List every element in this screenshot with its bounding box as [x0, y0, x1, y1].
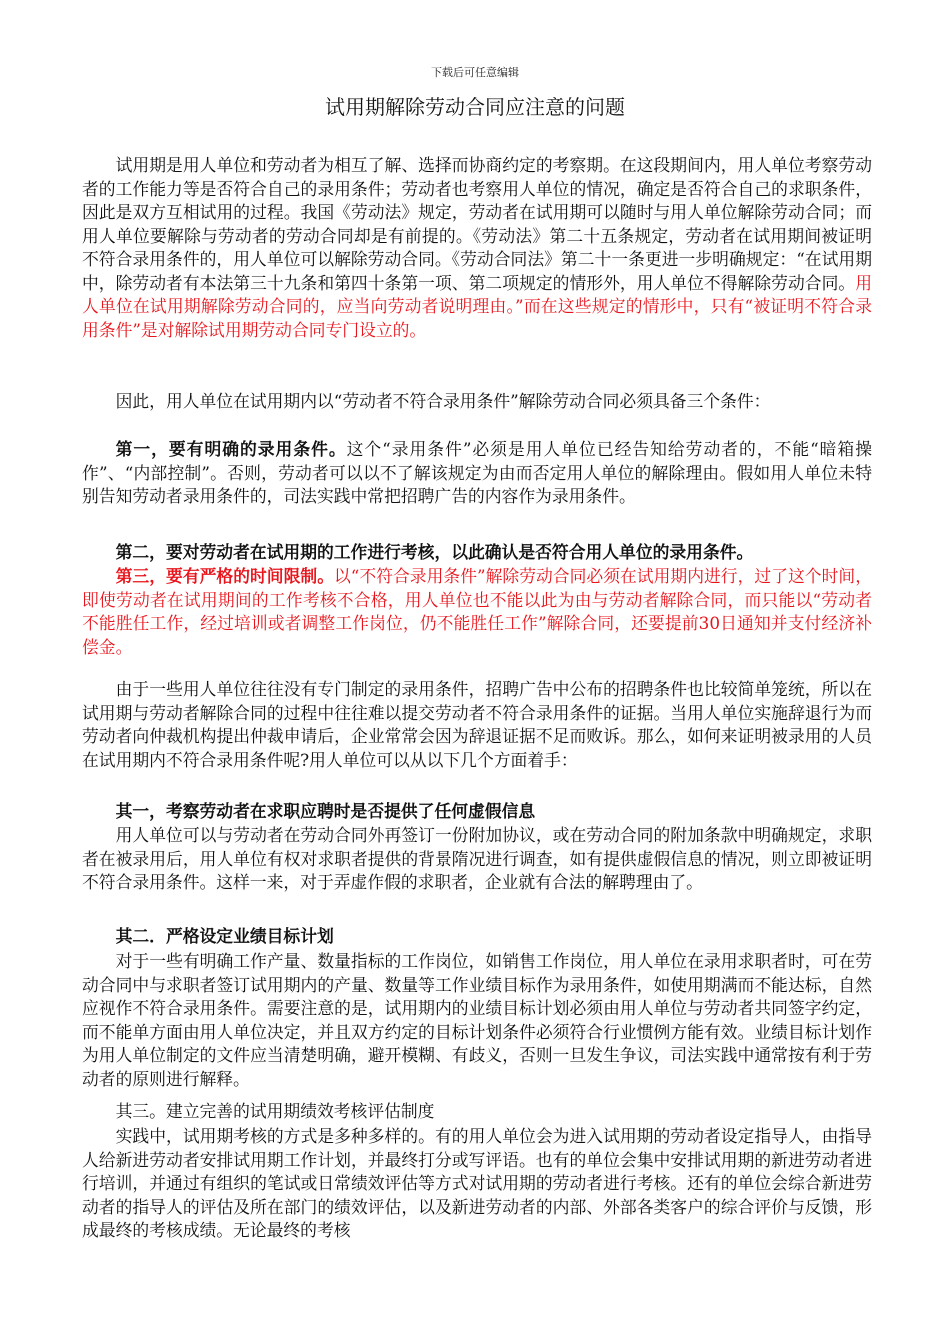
- paragraph-section-two: 对于一些有明确工作产量、数量指标的工作岗位，如销售工作岗位，用人单位在录用求职者时，可在劳动合同中与求职者签订试用期内的产量、数量等工作业绩目标作为录用条件，如使用期满而不能达标，自然应视作不符合录用条件。需要注意的是，试用期内的业绩目标计划必须由用人单位与劳动者共同签字约定，而不能单方面由用人单位决定，并且双方约定的目标计划条件必须符合行业惯例方能有效。业绩目标计划作为用人单位制定的文件应当清楚明确，避开模糊、有歧义，否则一旦发生争议，司法实践中通常按有利于劳动者的原则进行解释。: [82, 951, 872, 1089]
- paragraph-condition-two: 第二，要对劳动者在试用期的工作进行考核，以此确认是否符合用人单位的录用条件。: [115, 542, 754, 562]
- paragraph-condition-one: [82, 438, 872, 509]
- paragraph-intro: [82, 154, 872, 342]
- section-heading-one: 其一，考察劳动者在求职应聘时是否提供了任何虚假信息: [115, 801, 536, 821]
- section-heading-three: 其三。建立完善的试用期绩效考核评估制度: [115, 1101, 435, 1121]
- condition-three-text: 以“不符合录用条件”解除劳动合同必须在试用期内进行，过了这个时间，即使劳动者在试用期间的工作考核不合格，用人单位也不能以此为由与劳动者解除合同，而只能以“劳动者不能胜任工作，经过培训或者调整工作岗位，仍不能胜任工作”解除合同，还要提前30日通知并支付经济补偿金。: [82, 566, 872, 657]
- condition-three-heading: 第三，要有严格的时间限制。: [115, 566, 334, 586]
- paragraph-section-one: 用人单位可以与劳动者在劳动合同外再签订一份附加协议，或在劳动合同的附加条款中明确规定，求职者在被录用后，用人单位有权对求职者提供的背景隋况进行调查，如有提供虚假信息的情况，则立即被证明不符合录用条件。这样一来，对于弄虚作假的求职者，企业就有合法的解聘理由了。: [82, 825, 872, 892]
- paragraph-three-conditions: 因此，用人单位在试用期内以“劳动者不符合录用条件”解除劳动合同必须具备三个条件：: [115, 391, 771, 411]
- header-note: 下载后可任意编辑: [431, 66, 519, 79]
- paragraph-evidence-problem: 由于一些用人单位往往没有专门制定的录用条件，招聘广告中公布的招聘条件也比较简单笼统，所以在试用期与劳动者解除合同的过程中往往难以提交劳动者不符合录用条件的证据。当用人单位实施辞退行为而劳动者向仲裁机构提出仲裁申请后，企业常常会因为辞退证据不足而败诉。那么，如何来证明被录用的人员在试用期内不符合录用条件呢?用人单位可以从以下几个方面着手：: [82, 679, 872, 770]
- paragraph-condition-three: [82, 565, 872, 659]
- section-heading-two: 其二．严格设定业绩目标计划: [115, 926, 334, 946]
- condition-one-text: 这个“录用条件”必须是用人单位已经告知给劳动者的，不能“暗箱操作”、“内部控制”。否则，劳动者可以以不了解该规定为由而否定用人单位的解除理由。假如用人单位未特别告知劳动者录用条件的，司法实践中常把招聘广告的内容作为录用条件。: [82, 439, 872, 506]
- intro-highlight-text: 用人单位在试用期解除劳动合同的，应当向劳动者说明理由。”而在这些规定的情形中，只有“被证明不符合录用条件”是对解除试用期劳动合同专门设立的。: [82, 272, 872, 340]
- condition-one-heading: 第一，要有明确的录用条件。: [115, 439, 347, 459]
- intro-text: 试用期是用人单位和劳动者为相互了解、选择而协商约定的考察期。在这段期间内，用人单位考察劳动者的工作能力等是否符合自己的录用条件；劳动者也考察用人单位的情况，确定是否符合自己的求职条件，因此是双方互相试用的过程。我国《劳动法》规定，劳动者在试用期可以随时与用人单位解除劳动合同；而用人单位要解除与劳动者的劳动合同却是有前提的。《劳动法》第二十五条规定，劳动者在试用期间被证明不符合录用条件的，用人单位可以解除劳动合同。《劳动合同法》第二十一条更进一步明确规定：“在试用期中，除劳动者有本法第三十九条和第四十条第一项、第二项规定的情形外，用人单位不得解除劳动合同。: [82, 155, 872, 293]
- document-title: 试用期解除劳动合同应注意的问题: [325, 95, 625, 119]
- paragraph-section-three: 实践中，试用期考核的方式是多种多样的。有的用人单位会为进入试用期的劳动者设定指导人，由指导人给新进劳动者安排试用期工作计划，并最终打分或写评语。也有的单位会集中安排试用期的新进劳动者进行培训，并通过有组织的笔试或日常绩效评估等方式对试用期的劳动者进行考核。还有的单位会综合新进劳动者的指导人的评估及所在部门的绩效评估，以及新进劳动者的内部、外部各类客户的综合评价与反馈，形成最终的考核成绩。无论最终的考核: [82, 1126, 872, 1240]
